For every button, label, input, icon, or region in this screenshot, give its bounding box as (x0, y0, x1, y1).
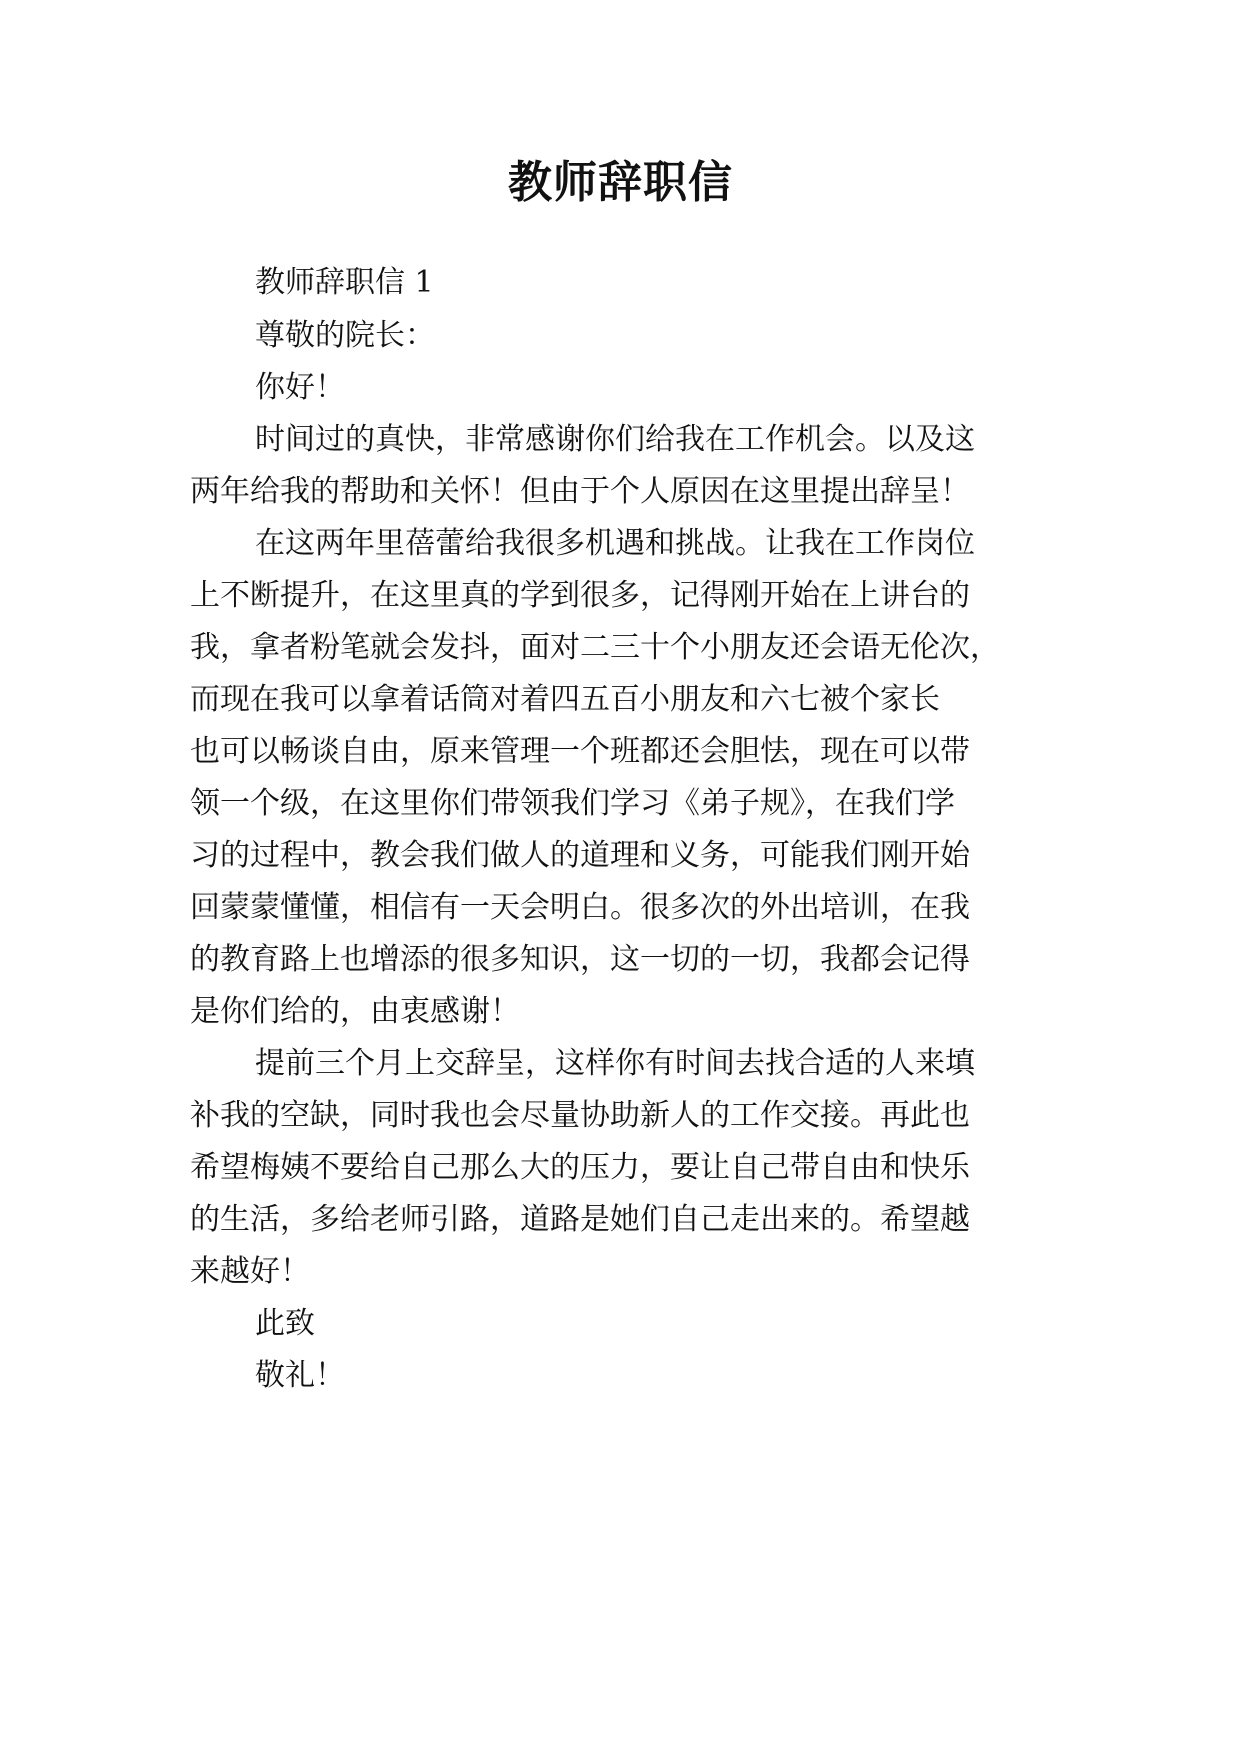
body-line: 也可以畅谈自由，原来管理一个班都还会胆怯，现在可以带 (190, 734, 970, 769)
body-line: 而现在我可以拿着话筒对着四五百小朋友和六七被个家长 (190, 682, 940, 717)
body-line: 的教育路上也增添的很多知识，这一切的一切，我都会记得 (190, 942, 970, 977)
body-line: 提前三个月上交辞呈，这样你有时间去找合适的人来填 (255, 1046, 975, 1081)
closing-line: 敬礼！ (255, 1358, 345, 1393)
body-line: 时间过的真快，非常感谢你们给我在工作机会。以及这 (255, 422, 975, 457)
body-line: 习的过程中，教会我们做人的道理和义务，可能我们刚开始 (190, 838, 970, 873)
document-title: 教师辞职信 (508, 157, 733, 208)
greeting: 你好！ (255, 370, 345, 405)
body-line: 来越好！ (190, 1254, 310, 1289)
body-line: 希望梅姨不要给自己那么大的压力，要让自己带自由和快乐 (190, 1150, 970, 1185)
closing-line: 此致 (255, 1306, 315, 1341)
body-line: 回蒙蒙懂懂，相信有一天会明白。很多次的外出培训，在我 (190, 890, 970, 925)
body-line: 两年给我的帮助和关怀！但由于个人原因在这里提出辞呈！ (190, 474, 970, 509)
salutation: 尊敬的院长： (255, 318, 435, 353)
body-line: 领一个级，在这里你们带领我们学习《弟子规》，在我们学 (190, 786, 955, 821)
letter-subtitle: 教师辞职信 1 (255, 265, 434, 300)
body-line: 我，拿者粉笔就会发抖，面对二三十个小朋友还会语无伦次， (190, 630, 1000, 665)
body-line: 是你们给的，由衷感谢！ (190, 994, 520, 1029)
body-line: 的生活，多给老师引路，道路是她们自己走出来的。希望越 (190, 1202, 970, 1237)
body-line: 上不断提升，在这里真的学到很多，记得刚开始在上讲台的 (190, 578, 970, 613)
body-line: 在这两年里蓓蕾给我很多机遇和挑战。让我在工作岗位 (255, 526, 975, 561)
body-line: 补我的空缺，同时我也会尽量协助新人的工作交接。再此也 (190, 1098, 970, 1133)
